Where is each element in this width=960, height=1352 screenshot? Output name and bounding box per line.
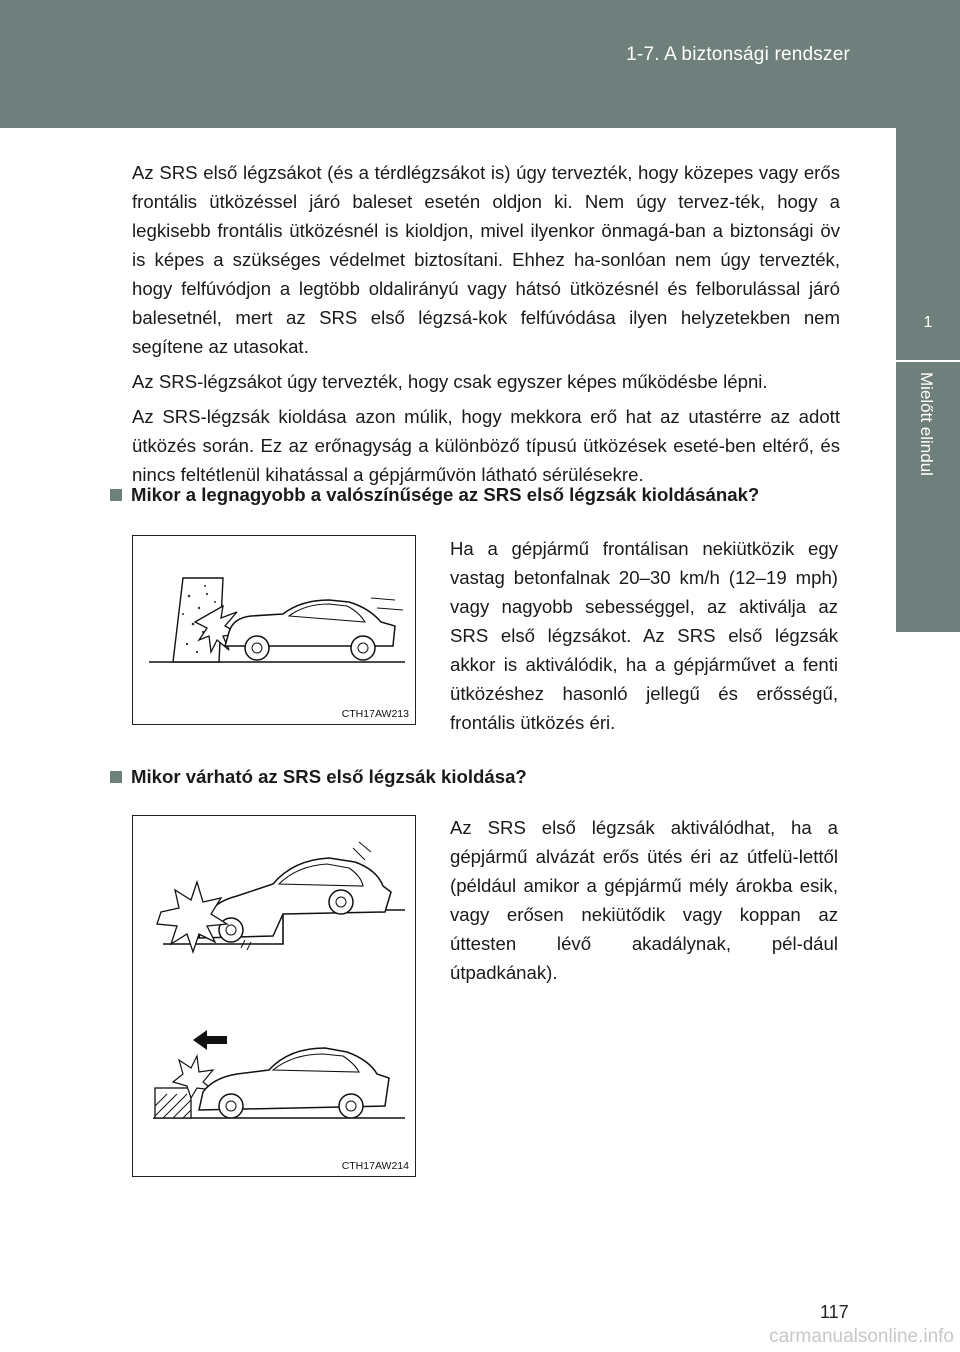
section2-text: Az SRS első légzsák aktiválódhat, ha a gépjármű alvázát erős ütés éri az útfelü-lettől (például amikor a gépjármű mély árokba esik, vagy erősen nekiütődik vagy koppan az úttesten lévő akadálynak, pél-dául útpadkának).	[450, 817, 838, 983]
figure-code: CTH17AW213	[341, 708, 409, 720]
figure-wall-crash	[132, 535, 416, 725]
page-header	[0, 0, 896, 128]
chapter-number: 1	[923, 314, 933, 331]
section-title: 1-7. A biztonsági rendszer	[626, 44, 850, 65]
intro-text	[132, 158, 840, 495]
paragraph-2: Az SRS-légzsákot úgy tervezték, hogy csak egyszer képes működésbe lépni.	[132, 371, 768, 392]
wall-crash-illustration	[133, 536, 415, 724]
figure-code: CTH17AW214	[341, 1160, 409, 1172]
section1-heading-text: Mikor a legnagyobb a valószínűsége az SRS első légzsák kioldásának?	[131, 484, 760, 505]
chapter-number-box	[896, 128, 960, 360]
watermark: carmanualsonline.info	[769, 1326, 954, 1347]
paragraph-3: Az SRS-légzsák kioldása azon múlik, hogy mekkora erő hat az utastérre az adott ütközés során. Ez az erőnagyság a különböző típusú ütközések eseté-ben eltérő, és nincs feltétlenül kihatással a gépjárművön látható sérülésekre.	[132, 406, 840, 485]
side-tab-top	[896, 0, 960, 128]
section2-heading	[110, 764, 527, 790]
section2-heading-text: Mikor várható az SRS első légzsák kioldása?	[131, 766, 527, 787]
figure-undercarriage-impact	[132, 815, 416, 1177]
paragraph-1: Az SRS első légzsákot (és a térdlégzsákot is) úgy tervezték, hogy közepes vagy erős frontális ütközéssel járó baleset esetén oldjon ki. Nem úgy tervez-ték, hogy a legkisebb frontális ütközésnél is kioldjon, mivel ilyenkor önmagá-ban a biztonsági öv is képes a szükséges védelmet biztosítani. Ehhez ha-sonlóan nem úgy tervezték, hogy felfúvódjon a legtöbb oldalirányú vagy hátsó ütközésnél és felborulással járó balesetnél, mert az SRS első légzsá-kok felfúvódása ilyen helyzetekben nem segítene az utasokat.	[132, 162, 840, 357]
page-number: 117	[820, 1302, 849, 1322]
chapter-title: Mielőtt elindul	[917, 372, 936, 476]
chapter-side-tab	[896, 0, 960, 1352]
section1-text: Ha a gépjármű frontálisan nekiütközik egy vastag betonfalnak 20–30 km/h (12–19 mph) vagy nagyobb sebességgel, az aktiválja az SRS első légzsákot. Az SRS első légzsák akkor is aktiválódik, ha a gépjárművet a fenti ütközéshez hasonló jellegű és erősségű, frontális ütközés éri.	[450, 538, 838, 733]
bullet-square-icon	[110, 489, 122, 501]
bullet-square-icon	[110, 771, 122, 783]
section1-heading	[110, 482, 759, 508]
undercarriage-illustration	[133, 816, 415, 1176]
